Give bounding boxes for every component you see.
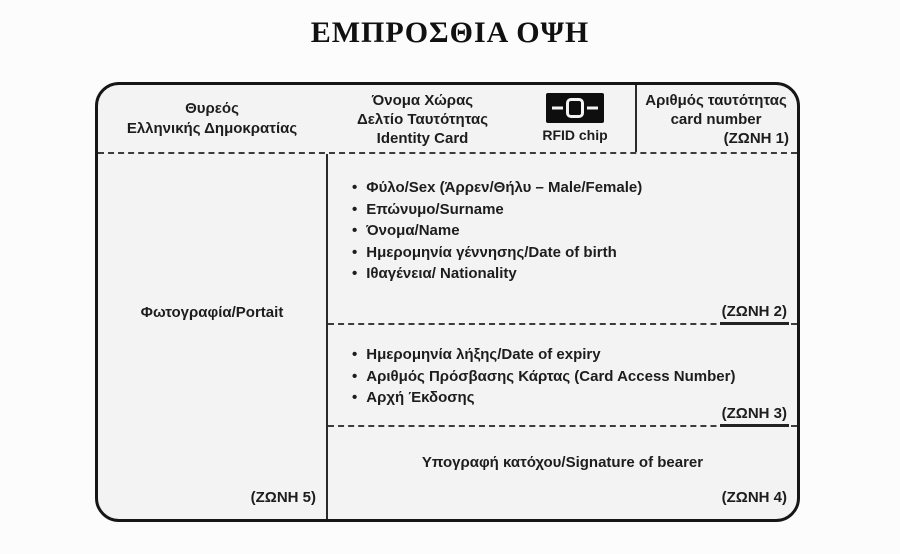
photo-label: Φωτογραφία/Portait (140, 304, 284, 321)
zone4-label: (ΖΩΝΗ 4) (721, 489, 787, 506)
photo-column (98, 154, 326, 519)
id-card-layout (95, 82, 800, 522)
zone4-section (328, 427, 797, 519)
card-number-line1: Αριθμός ταυτότητας (645, 92, 787, 109)
card-header-row (98, 85, 797, 154)
zone5-label: (ΖΩΝΗ 5) (250, 489, 316, 506)
content-column (326, 154, 797, 519)
header-cell-country-name (326, 85, 635, 152)
zone1-label: (ΖΩΝΗ 1) (723, 130, 789, 147)
header-cell-card-number (635, 85, 797, 152)
list-item: • Ημερομηνία γέννησης/Date of birth (352, 242, 797, 264)
list-item: • Επώνυμο/Surname (352, 199, 797, 221)
list-item: • Φύλο/Sex (Άρρεν/Θήλυ – Male/Female) (352, 177, 797, 199)
card-body (98, 154, 797, 519)
card-number-line2: card number (670, 111, 762, 128)
page-title: ΕΜΠΡΟΣΘΙΑ ΟΨΗ (310, 16, 590, 49)
zone2-label: (ΖΩΝΗ 2) (720, 303, 789, 325)
coat-of-arms-line1: Θυρεός (185, 99, 239, 117)
rfid-chip-block (519, 93, 635, 145)
list-item: • Ημερομηνία λήξης/Date of expiry (352, 344, 797, 366)
country-name-line1: Όνομα Χώρας (371, 92, 474, 109)
rfid-chip-label: RFID chip (542, 126, 608, 143)
rfid-chip-contact-right (587, 106, 598, 109)
zone3-label: (ΖΩΝΗ 3) (720, 405, 789, 427)
zone2-field-list (352, 177, 797, 285)
zone3-field-list (352, 344, 797, 409)
header-cell-coat-of-arms (98, 85, 326, 152)
list-item: • Όνομα/Name (352, 220, 797, 242)
country-name-line2: Δελτίο Ταυτότητας (356, 111, 489, 128)
zone2-section (328, 154, 797, 325)
zone3-section (328, 325, 797, 427)
list-item: • Ιθαγένεια/ Nationality (352, 263, 797, 285)
rfid-chip-icon (546, 93, 604, 123)
rfid-chip-contact-left (552, 106, 563, 109)
country-name-line3: Identity Card (376, 130, 469, 147)
signature-label: Υπογραφή κατόχου/Signature of bearer (421, 454, 704, 471)
rfid-chip-ring (566, 98, 584, 118)
coat-of-arms-line2: Ελληνικής Δημοκρατίας (126, 119, 298, 137)
country-name-block (326, 89, 519, 148)
list-item: • Αριθμός Πρόσβασης Κάρτας (Card Access Number) (352, 366, 797, 388)
list-item: • Αρχή Έκδοσης (352, 387, 797, 409)
